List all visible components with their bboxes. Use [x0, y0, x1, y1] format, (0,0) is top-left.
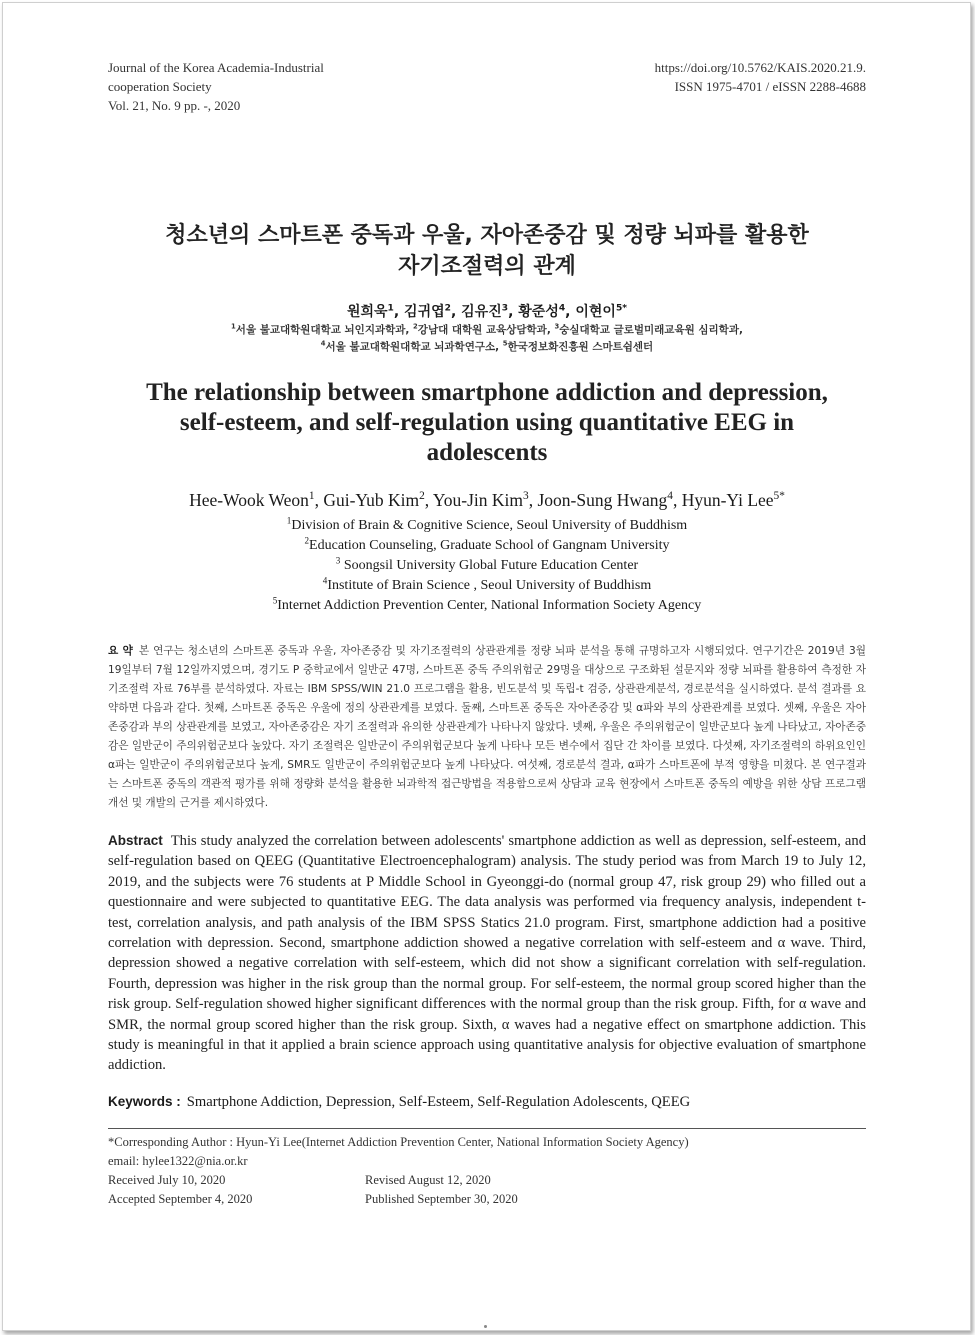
affil-sup: 4 — [320, 339, 326, 348]
manuscript-dates — [108, 1171, 866, 1209]
korean-title — [108, 220, 866, 282]
accepted-date: Accepted September 4, 2020 — [108, 1191, 253, 1206]
korean-affiliation-line2 — [108, 339, 866, 356]
journal-info — [108, 58, 324, 115]
korean-affiliation-line1 — [108, 322, 866, 339]
author-name: 김유진 — [461, 304, 502, 320]
author-sup: 1 — [308, 490, 315, 503]
keywords-text: Smartphone Addiction, Depression, Self-Esteem, Self-Regulation Adolescents, QEEG — [186, 1093, 691, 1110]
korean-authors: 원희욱$^1$, 김귀엽$^2$, 김유진$^3$, 황준성$^4$, 이현이$^{5*}$ — [346, 303, 628, 320]
affil-text: 서울 불교대학원대학교 뇌과학연구소, — [325, 341, 503, 353]
revised-date: Revised August 12, 2020 — [365, 1172, 491, 1187]
author-sup: 4 — [667, 490, 673, 503]
affil-text: Institute of Brain Science , Seoul University of Buddhism — [327, 578, 652, 593]
korean-abstract-label: 요 약 — [108, 645, 133, 657]
affiliation-5 — [108, 596, 866, 616]
korean-title-line2: 자기조절력의 관계 — [398, 254, 576, 279]
author-sup: 3 — [501, 303, 509, 314]
affil-text: 강남대 대학원 교육상담학과, — [417, 324, 555, 336]
author-sup: 5* — [773, 490, 785, 503]
korean-affiliations — [108, 322, 866, 356]
english-abstract-text: This study analyzed the correlation between adolescents' smartphone addiction as well as depression, self-esteem, and self-regulation based on QEEG (Quantitative Electroencephalogram) analysis. The study period was from March 19 to July 12, 2019, and the subjects were 76 students at P Middle School in Gyeonggi-do (normal group 47, risk group 29) who filled out a questionnaire and were subjected to quantitative EEG. The data analysis was performed via frequency analysis, independent t-test, correlation analysis, and path analysis of the IBM SPSS Statics 21.0 program. First, smartphone addiction had a positive correlation with depression. Second, smartphone addiction showed a negative correlation with self-esteem and α wave. Third, depression showed a negative correlation with self-esteem, which did not show a significant correlation with self-regulation. Fourth, depression was higher in the risk group than the normal group. For self-esteem, the normal group scored higher than the risk group. Self-regulation showed higher significant differences with the normal group than the risk group. Fifth, for α wave and SMR, the normal group scored higher than the risk group. Sixth, α waves had a negative effect on smartphone addiction. This study is meaningful in that it applied a brain science approach using quantitative analysis for objective evaluation of smartphone addiction. — [108, 833, 866, 1074]
author-sup: 3 — [523, 490, 529, 503]
affil-sup: 5 — [272, 595, 278, 606]
english-abstract — [108, 831, 866, 1076]
affil-text: Internet Addiction Prevention Center, National Information Society Agency — [277, 598, 702, 613]
affiliation-2 — [108, 536, 866, 556]
affil-sup: 3 — [335, 555, 341, 566]
issn: ISSN 1975-4701 / eISSN 2288-4688 — [674, 79, 866, 94]
author-name: Hyun-Yi Lee — [681, 490, 774, 510]
affil-text: Soongsil University Global Future Education Center — [340, 558, 639, 573]
author-sup: 2 — [444, 303, 451, 314]
received-date: Received July 10, 2020 — [108, 1172, 226, 1187]
affil-sup: 2 — [304, 535, 310, 546]
journal-name-line1: Journal of the Korea Academia-Industrial — [108, 60, 324, 75]
affil-text: 한국정보화진흥원 스마트쉼센터 — [507, 341, 654, 353]
english-authors: Hee-Wook Weon$^1$, Gui-Yub Kim$^2$, You-Jin Kim$^3$, Joon-Sung Hwang$^4$, Hyun-Yi Lee$^{5*}$ — [189, 490, 785, 510]
author-name: 이현이 — [575, 304, 616, 320]
english-title-line2: self-esteem, and self-regulation using quantitative EEG in — [179, 409, 795, 436]
affil-text: Division of Brain & Cognitive Science, Seoul University of Buddhism — [291, 518, 688, 533]
affil-text: 숭실대학교 글로벌미래교육원 심리학과, — [559, 324, 743, 336]
footnote — [108, 1133, 866, 1209]
affiliation-3 — [108, 556, 866, 576]
keywords-label: Keywords : — [108, 1093, 181, 1109]
published-date: Published September 30, 2020 — [365, 1191, 518, 1206]
korean-abstract-text: 본 연구는 청소년의 스마트폰 중독과 우울, 자아존중감 및 자기조절력의 상관관계를 정량 뇌파 분석을 통해 규명하고자 시행되었다. 연구기간은 2019년 3월 19일부터 7월 12일까지였으며, 경기도 P 중학교에서 일반군 47명, 스마트폰 중독 주의위험군 29명을 대상으로 구조화된 설문지와 정량 뇌파를 활용하여 측정한 자기조절력 자료 76부를 분석하였다. 자료는 IBM SPSS/WIN 21.0 프로그램을 활용, 빈도분석 및 독립-t 검증, 상관관계분석, 경로분석을 실시하였다. 분석 결과를 요약하면 다음과 같다. 첫째, 스마트폰 중독은 우울에 정의 상관관계를 보였다. 둘째, 스마트폰 중독은 자아존중감 및 α파와 부의 상관관계를 보였다. 셋째, 우울은 자아존중감과 부의 상관관계를 보였고, 자아존중감은 자기 조절력과 유의한 상관관계가 나타나지 않았다. 넷째, 우울은 주의위험군이 일반군보다 높게 나타났고, 자아존중감은 일반군이 주의위험군보다 높았다. 자기 조절력은 일반군이 주의위험군보다 높게 나타나 모든 변수에서 집단 간 차이를 보였다. 다섯째, 자기조절력의 하위요인인 α파는 일반군이 주의위험군보다 높게, SMR도 일반군이 주의위험군보다 높게 나타났다. 여섯째, 경로분석 결과, α파가 스마트폰에 부적 영향을 미쳤다. 본 연구결과는 스마트폰 중독의 객관적 평가를 위해 정량화 분석을 활용한 뇌과학적 접근방법을 적용함으로써 상담과 교육 현장에서 스마트폰 중독의 예방을 위한 상담 프로그램 개선 및 개발의 근거를 제시하였다. — [108, 645, 866, 809]
affil-text: Education Counseling, Graduate School of Gangnam University — [309, 538, 670, 553]
author-name: 원희욱 — [346, 304, 388, 320]
korean-title-line1: 청소년의 스마트폰 중독과 우울, 자아존중감 및 정량 뇌파를 활용한 — [165, 223, 809, 248]
author-name: 황준성 — [518, 304, 559, 320]
author-sup: 2 — [419, 490, 425, 503]
english-title-line1: The relationship between smartphone addiction and depression, — [146, 379, 828, 406]
korean-abstract — [108, 642, 866, 813]
author-name: You-Jin Kim — [432, 490, 524, 510]
affiliation-1 — [108, 516, 866, 536]
author-email[interactable]: email: hylee1322@nia.or.kr — [108, 1153, 248, 1168]
affil-sup: 4 — [322, 575, 328, 586]
journal-header — [108, 58, 866, 128]
paper-page — [108, 58, 866, 1209]
english-title — [108, 378, 866, 468]
journal-volume: Vol. 21, No. 9 pp. -, 2020 — [108, 98, 241, 113]
author-name: Joon-Sung Hwang — [537, 490, 668, 510]
page-mark — [484, 1325, 487, 1328]
affil-text: 서울 불교대학원대학교 뇌인지과학과, — [235, 324, 414, 336]
author-sup: 1 — [387, 303, 394, 314]
affil-sup: 5 — [502, 339, 508, 348]
journal-name-line2: cooperation Society — [108, 79, 212, 94]
affiliation-4 — [108, 576, 866, 596]
affil-sup: 2 — [413, 322, 418, 331]
english-title-line3: adolescents — [426, 439, 548, 466]
affil-sup: 1 — [231, 322, 236, 331]
affil-sup: 3 — [554, 322, 560, 331]
author-name: Hee-Wook Weon — [189, 490, 309, 510]
author-name: 김귀엽 — [404, 304, 445, 320]
author-sup: 4 — [558, 303, 566, 314]
footnote-divider — [108, 1128, 866, 1129]
journal-ids — [655, 58, 866, 96]
english-abstract-label: Abstract — [108, 833, 163, 848]
affil-sup: 1 — [286, 515, 292, 526]
english-affiliations — [108, 516, 866, 616]
doi-link[interactable]: https://doi.org/10.5762/KAIS.2020.21.9. — [654, 60, 866, 75]
corresponding-author: *Corresponding Author : Hyun-Yi Lee(Internet Addiction Prevention Center, National Information Society Agency) — [108, 1134, 689, 1149]
author-sup: 5* — [615, 303, 628, 314]
author-name: Gui-Yub Kim — [323, 490, 420, 510]
keywords — [108, 1092, 866, 1112]
